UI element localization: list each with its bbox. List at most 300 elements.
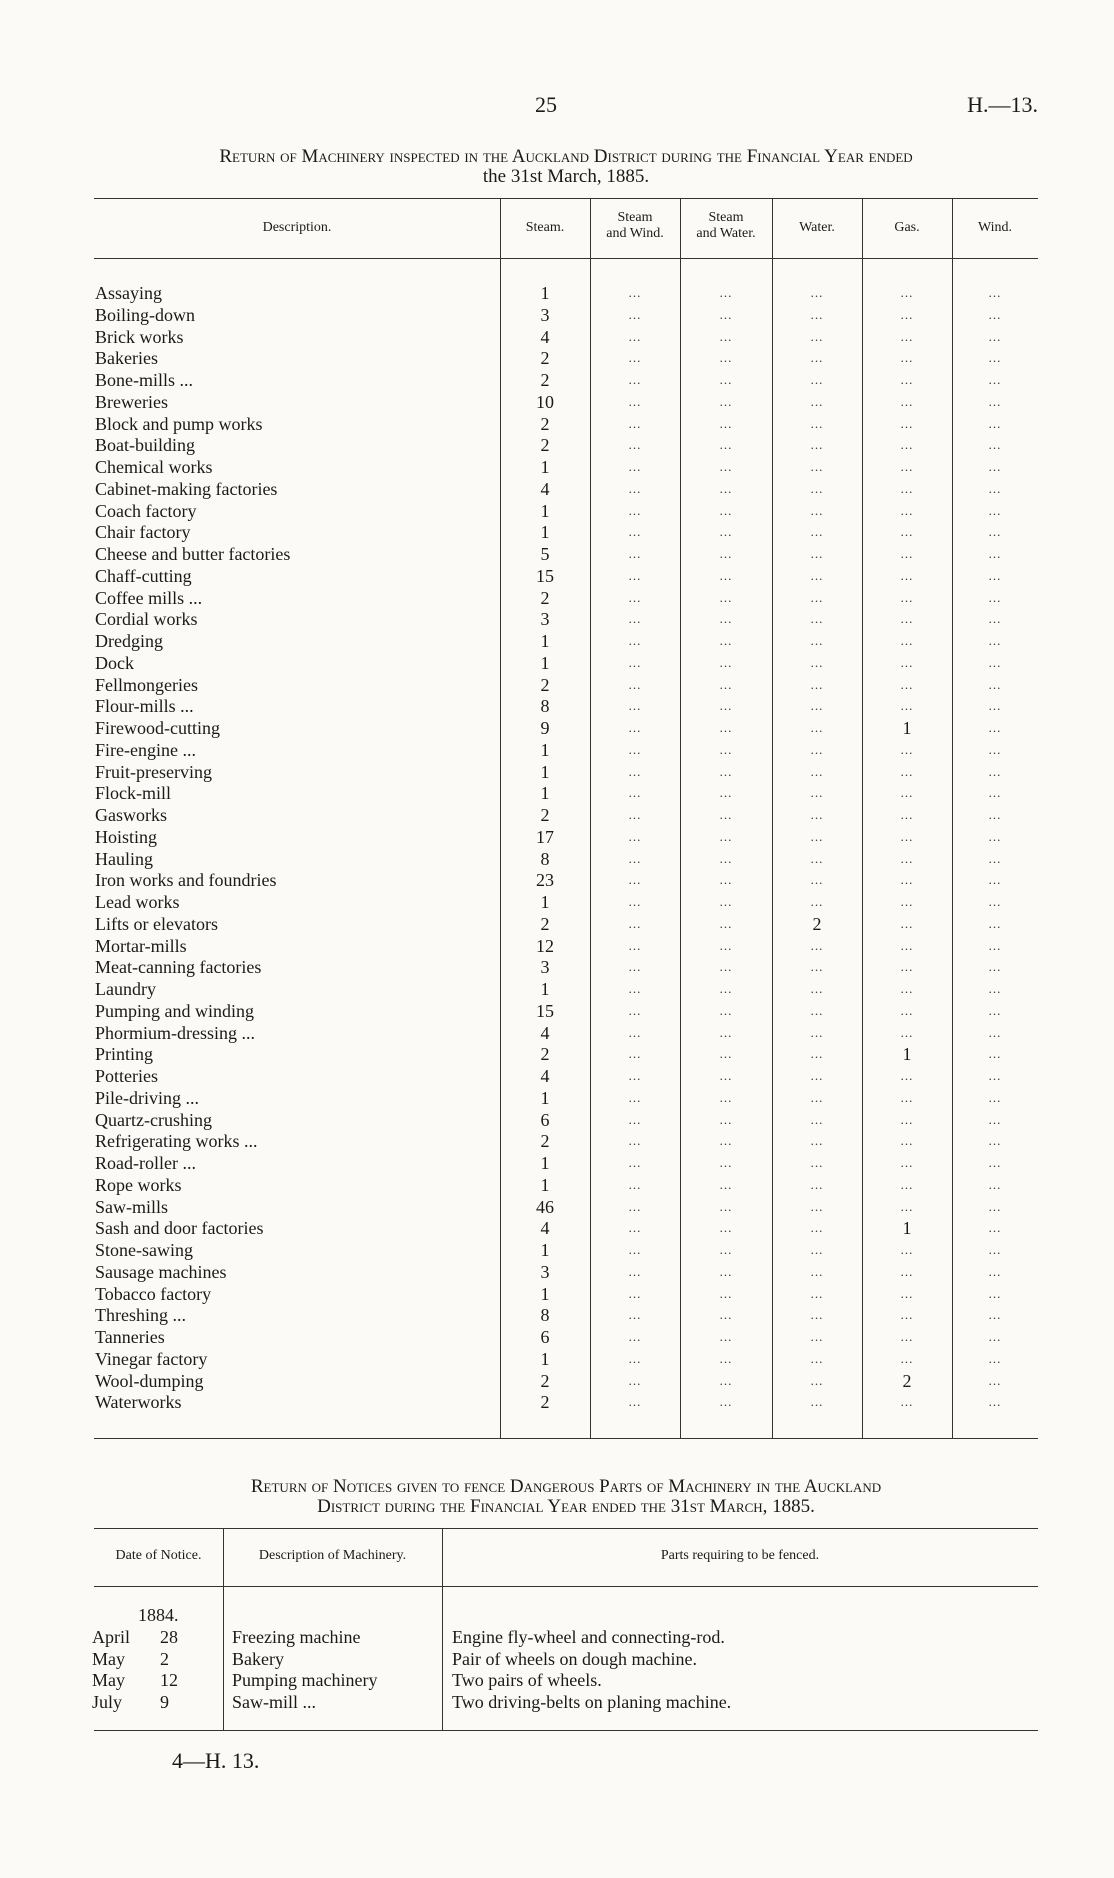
header-gas: Gas. [894, 220, 920, 235]
cell-water: ... [810, 1242, 824, 1257]
cell-gas: ... [900, 611, 914, 626]
table-row [0, 913, 1114, 935]
notice-machinery: Bakery [232, 1649, 284, 1669]
notice-day: 2 [160, 1649, 169, 1669]
cell-steam: 1 [540, 1240, 550, 1260]
cell-water: ... [810, 938, 824, 953]
cell-steam-and-water: ... [719, 1264, 733, 1279]
cell-steam: 3 [540, 305, 550, 325]
table-row [0, 1326, 1114, 1348]
table-row [0, 1283, 1114, 1305]
cell-wind: ... [988, 1155, 1002, 1170]
cell-steam-and-wind: ... [628, 416, 642, 431]
cell-description: Flour-mills ... [95, 696, 194, 716]
cell-water: ... [810, 720, 824, 735]
cell-gas: ... [900, 938, 914, 953]
cell-steam-and-water: ... [719, 959, 733, 974]
cell-gas: ... [900, 1242, 914, 1257]
table-row [0, 1174, 1114, 1196]
cell-description: Road-roller ... [95, 1153, 196, 1173]
header-steam-and-water [680, 210, 772, 242]
cell-steam: 1 [540, 1088, 550, 1108]
cell-steam-and-wind: ... [628, 894, 642, 909]
cell-gas: ... [900, 829, 914, 844]
cell-description: Tanneries [95, 1327, 165, 1347]
cell-steam: 1 [540, 501, 550, 521]
cell-steam: 1 [540, 653, 550, 673]
cell-steam-and-water: ... [719, 894, 733, 909]
header-wind: Wind. [977, 220, 1013, 235]
cell-wind: ... [988, 959, 1002, 974]
table1-header-rule [94, 258, 1038, 259]
cell-steam-and-water: ... [719, 524, 733, 539]
cell-steam: 1 [540, 283, 550, 303]
cell-steam-and-wind: ... [628, 1264, 642, 1279]
cell-gas: ... [900, 524, 914, 539]
cell-water: ... [810, 1286, 824, 1301]
cell-steam-and-water: ... [719, 1220, 733, 1235]
table-row [0, 1152, 1114, 1174]
cell-steam: 8 [540, 1305, 550, 1325]
cell-gas: ... [900, 633, 914, 648]
cell-steam-and-wind: ... [628, 1394, 642, 1409]
table-row [0, 391, 1114, 413]
cell-steam: 6 [540, 1110, 550, 1130]
page-number: 25 [535, 92, 557, 117]
cell-steam-and-wind: ... [628, 1242, 642, 1257]
cell-steam: 17 [536, 827, 554, 847]
cell-steam-and-wind: ... [628, 611, 642, 626]
cell-steam-and-water: ... [719, 698, 733, 713]
cell-description: Boat-building [95, 435, 195, 455]
table-row [0, 1196, 1114, 1218]
table-row [0, 1043, 1114, 1065]
cell-wind: ... [988, 524, 1002, 539]
cell-water: ... [810, 524, 824, 539]
cell-wind: ... [988, 655, 1002, 670]
header-steam-and-wind-line1: Steam [617, 210, 653, 225]
cell-description: Bakeries [95, 348, 158, 368]
cell-wind: ... [988, 1090, 1002, 1105]
cell-wind: ... [988, 1133, 1002, 1148]
cell-description: Printing [95, 1044, 154, 1064]
cell-steam-and-water: ... [719, 1394, 733, 1409]
cell-water: ... [810, 1003, 824, 1018]
cell-gas: ... [900, 1090, 914, 1105]
cell-wind: ... [988, 1220, 1002, 1235]
cell-wind: ... [988, 698, 1002, 713]
cell-description: Saw-mills [95, 1197, 169, 1217]
table-row [0, 1000, 1114, 1022]
cell-water: ... [810, 807, 824, 822]
cell-steam-and-water: ... [719, 1112, 733, 1127]
cell-water: ... [810, 1068, 824, 1083]
cell-description: Wool-dumping [95, 1371, 204, 1391]
header-steam-and-water-line2: and Water. [696, 226, 756, 241]
cell-steam-and-water: ... [719, 590, 733, 605]
cell-steam-and-water: ... [719, 372, 733, 387]
cell-steam-and-water: ... [719, 1199, 733, 1214]
cell-gas: ... [900, 546, 914, 561]
cell-steam-and-water: ... [719, 481, 733, 496]
cell-water: ... [810, 1220, 824, 1235]
cell-water: ... [810, 829, 824, 844]
cell-steam-and-wind: ... [628, 785, 642, 800]
cell-wind: ... [988, 285, 1002, 300]
cell-wind: ... [988, 307, 1002, 322]
cell-gas: ... [900, 1286, 914, 1301]
cell-steam: 2 [540, 675, 550, 695]
cell-water: ... [810, 437, 824, 452]
cell-steam: 1 [540, 979, 550, 999]
cell-gas: ... [900, 1025, 914, 1040]
cell-wind: ... [988, 1112, 1002, 1127]
cell-water: ... [810, 546, 824, 561]
cell-steam: 2 [540, 1044, 550, 1064]
cell-water: ... [810, 785, 824, 800]
cell-gas: ... [900, 1112, 914, 1127]
table-row [0, 956, 1114, 978]
cell-wind: ... [988, 416, 1002, 431]
table2-bottom-rule [94, 1730, 1038, 1731]
cell-steam-and-wind: ... [628, 698, 642, 713]
cell-wind: ... [988, 459, 1002, 474]
cell-water: ... [810, 698, 824, 713]
cell-steam: 3 [540, 1262, 550, 1282]
cell-water: ... [810, 350, 824, 365]
table-row [0, 1109, 1114, 1131]
notice-day: 12 [160, 1670, 178, 1690]
cell-gas: ... [900, 698, 914, 713]
cell-water: ... [810, 611, 824, 626]
table2-header-rule [94, 1586, 1038, 1587]
table-row [0, 500, 1114, 522]
return2-title-line2: District during the Financial Year ended the 31st March, 1885. [317, 1496, 815, 1517]
cell-water: ... [810, 1025, 824, 1040]
notice-machinery: Saw-mill ... [232, 1692, 316, 1712]
cell-description: Cheese and butter factories [95, 544, 291, 564]
cell-steam-and-wind: ... [628, 481, 642, 496]
table1-bottom-rule [94, 1438, 1038, 1439]
cell-steam-and-wind: ... [628, 1329, 642, 1344]
table-row [0, 413, 1114, 435]
table-row [0, 761, 1114, 783]
cell-water: ... [810, 851, 824, 866]
cell-steam-and-water: ... [719, 1025, 733, 1040]
table-row [0, 369, 1114, 391]
cell-steam: 4 [540, 327, 550, 347]
cell-steam: 46 [536, 1197, 554, 1217]
cell-water: ... [810, 459, 824, 474]
cell-steam-and-water: ... [719, 394, 733, 409]
notice-parts: Pair of wheels on dough machine. [452, 1649, 697, 1669]
cell-water: ... [810, 894, 824, 909]
table-row [0, 1087, 1114, 1109]
table2-top-rule [94, 1528, 1038, 1529]
cell-steam-and-water: ... [719, 1155, 733, 1170]
cell-gas: 1 [902, 718, 912, 738]
cell-water: ... [810, 568, 824, 583]
table-row [0, 717, 1114, 739]
cell-steam-and-wind: ... [628, 372, 642, 387]
notice-machinery: Freezing machine [232, 1627, 361, 1647]
cell-steam-and-wind: ... [628, 590, 642, 605]
cell-steam-and-water: ... [719, 1242, 733, 1257]
cell-steam-and-water: ... [719, 1003, 733, 1018]
cell-steam-and-water: ... [719, 916, 733, 931]
cell-steam-and-water: ... [719, 459, 733, 474]
cell-wind: ... [988, 329, 1002, 344]
cell-gas: ... [900, 503, 914, 518]
cell-gas: ... [900, 329, 914, 344]
cell-water: ... [810, 959, 824, 974]
cell-steam-and-water: ... [719, 307, 733, 322]
cell-water: ... [810, 872, 824, 887]
cell-steam: 1 [540, 1349, 550, 1369]
cell-description: Chaff-cutting [95, 566, 192, 586]
cell-steam: 1 [540, 631, 550, 651]
cell-steam-and-wind: ... [628, 394, 642, 409]
notice-month: May [92, 1670, 125, 1690]
cell-gas: ... [900, 677, 914, 692]
cell-steam: 2 [540, 414, 550, 434]
cell-steam-and-wind: ... [628, 677, 642, 692]
cell-wind: ... [988, 894, 1002, 909]
cell-description: Lifts or elevators [95, 914, 218, 934]
cell-gas: 1 [902, 1218, 912, 1238]
cell-description: Chemical works [95, 457, 213, 477]
cell-water: ... [810, 1112, 824, 1127]
cell-steam-and-water: ... [719, 1177, 733, 1192]
cell-water: ... [810, 372, 824, 387]
table1-top-rule [94, 198, 1038, 199]
cell-water: ... [810, 655, 824, 670]
cell-description: Waterworks [95, 1392, 182, 1412]
cell-description: Potteries [95, 1066, 158, 1086]
cell-wind: ... [988, 742, 1002, 757]
cell-gas: ... [900, 459, 914, 474]
cell-description: Hoisting [95, 827, 158, 847]
cell-gas: 1 [902, 1044, 912, 1064]
cell-description: Vinegar factory [95, 1349, 208, 1369]
document-code: H.—13. [967, 92, 1038, 117]
table-row [0, 282, 1114, 304]
cell-gas: ... [900, 481, 914, 496]
header-steam-and-wind [590, 210, 680, 242]
cell-steam: 2 [540, 435, 550, 455]
cell-description: Stone-sawing [95, 1240, 193, 1260]
cell-water: ... [810, 1351, 824, 1366]
table-row [0, 1217, 1114, 1239]
cell-steam-and-wind: ... [628, 1177, 642, 1192]
cell-description: Rope works [95, 1175, 182, 1195]
cell-steam-and-wind: ... [628, 1046, 642, 1061]
cell-gas: ... [900, 1199, 914, 1214]
table-row [0, 456, 1114, 478]
cell-steam-and-wind: ... [628, 1199, 642, 1214]
cell-water: ... [810, 1090, 824, 1105]
cell-description: Bone-mills ... [95, 370, 193, 390]
cell-description: Fire-engine ... [95, 740, 196, 760]
cell-gas: ... [900, 1307, 914, 1322]
cell-description: Cordial works [95, 609, 198, 629]
table-row [0, 739, 1114, 761]
cell-description: Assaying [95, 283, 162, 303]
cell-steam-and-wind: ... [628, 807, 642, 822]
header-description: Description. [262, 220, 332, 235]
header-date-of-notice: Date of Notice. [115, 1548, 202, 1563]
cell-steam: 1 [540, 1284, 550, 1304]
table-row [0, 674, 1114, 696]
cell-steam-and-wind: ... [628, 959, 642, 974]
cell-steam-and-water: ... [719, 872, 733, 887]
table-row [0, 1130, 1114, 1152]
cell-wind: ... [988, 1264, 1002, 1279]
cell-steam-and-wind: ... [628, 524, 642, 539]
cell-description: Fellmongeries [95, 675, 198, 695]
cell-description: Dredging [95, 631, 163, 651]
cell-steam: 4 [540, 1023, 550, 1043]
cell-wind: ... [988, 372, 1002, 387]
cell-steam: 1 [540, 783, 550, 803]
cell-steam-and-water: ... [719, 1307, 733, 1322]
cell-water: ... [810, 764, 824, 779]
cell-description: Tobacco factory [95, 1284, 212, 1304]
cell-wind: ... [988, 1177, 1002, 1192]
cell-gas: ... [900, 568, 914, 583]
cell-steam-and-water: ... [719, 1373, 733, 1388]
cell-gas: ... [900, 394, 914, 409]
cell-steam-and-water: ... [719, 1286, 733, 1301]
cell-description: Meat-canning factories [95, 957, 262, 977]
notice-parts: Engine fly-wheel and connecting-rod. [452, 1627, 725, 1647]
cell-gas: ... [900, 416, 914, 431]
cell-water: ... [810, 742, 824, 757]
table-row [0, 326, 1114, 348]
cell-description: Laundry [95, 979, 156, 999]
notice-parts: Two pairs of wheels. [452, 1670, 602, 1690]
cell-steam: 1 [540, 522, 550, 542]
cell-wind: ... [988, 851, 1002, 866]
cell-steam-and-wind: ... [628, 1133, 642, 1148]
notice-year: 1884. [138, 1605, 179, 1625]
table-row [0, 695, 1114, 717]
cell-description: Cabinet-making factories [95, 479, 278, 499]
cell-steam-and-wind: ... [628, 1155, 642, 1170]
cell-steam-and-water: ... [719, 981, 733, 996]
cell-gas: ... [900, 1351, 914, 1366]
cell-wind: ... [988, 590, 1002, 605]
cell-water: ... [810, 590, 824, 605]
notice-day: 28 [160, 1627, 178, 1647]
cell-steam-and-wind: ... [628, 633, 642, 648]
cell-water: ... [810, 1133, 824, 1148]
cell-steam: 2 [540, 805, 550, 825]
cell-steam-and-water: ... [719, 764, 733, 779]
cell-steam: 6 [540, 1327, 550, 1347]
return1-title-line1: Return of Machinery inspected in the Auckland District during the Financial Year ended [219, 146, 913, 167]
cell-water: ... [810, 981, 824, 996]
cell-gas: ... [900, 807, 914, 822]
cell-description: Gasworks [95, 805, 167, 825]
cell-steam: 2 [540, 348, 550, 368]
cell-water: ... [810, 1307, 824, 1322]
cell-wind: ... [988, 633, 1002, 648]
table-row [0, 826, 1114, 848]
footer-signature: 4—H. 13. [172, 1748, 260, 1773]
cell-wind: ... [988, 938, 1002, 953]
cell-wind: ... [988, 916, 1002, 931]
cell-wind: ... [988, 546, 1002, 561]
cell-water: 2 [812, 914, 822, 934]
cell-description: Lead works [95, 892, 180, 912]
cell-gas: ... [900, 785, 914, 800]
header-water: Water. [799, 220, 835, 235]
table-row [0, 652, 1114, 674]
cell-steam: 5 [540, 544, 550, 564]
cell-description: Threshing ... [95, 1305, 186, 1325]
cell-gas: ... [900, 894, 914, 909]
table-row [0, 1239, 1114, 1261]
cell-gas: ... [900, 981, 914, 996]
cell-gas: ... [900, 307, 914, 322]
cell-steam-and-wind: ... [628, 1351, 642, 1366]
cell-description: Phormium-dressing ... [95, 1023, 255, 1043]
notice-day: 9 [160, 1692, 169, 1712]
cell-steam: 1 [540, 892, 550, 912]
table-row [0, 1391, 1114, 1413]
cell-water: ... [810, 416, 824, 431]
cell-description: Breweries [95, 392, 168, 412]
cell-steam-and-water: ... [719, 807, 733, 822]
cell-water: ... [810, 329, 824, 344]
cell-water: ... [810, 1046, 824, 1061]
cell-gas: ... [900, 350, 914, 365]
table-row [0, 565, 1114, 587]
cell-gas: ... [900, 590, 914, 605]
cell-steam: 2 [540, 370, 550, 390]
cell-gas: ... [900, 764, 914, 779]
cell-gas: ... [900, 285, 914, 300]
cell-steam-and-water: ... [719, 285, 733, 300]
cell-steam: 15 [536, 566, 554, 586]
table-row [0, 782, 1114, 804]
table-row [0, 1065, 1114, 1087]
cell-steam-and-wind: ... [628, 568, 642, 583]
cell-water: ... [810, 1155, 824, 1170]
cell-steam-and-wind: ... [628, 1025, 642, 1040]
cell-description: Coffee mills ... [95, 588, 203, 608]
table-row [0, 1261, 1114, 1283]
cell-steam: 1 [540, 1175, 550, 1195]
cell-wind: ... [988, 1199, 1002, 1214]
cell-steam: 1 [540, 457, 550, 477]
cell-steam-and-water: ... [719, 1133, 733, 1148]
cell-gas: ... [900, 1155, 914, 1170]
cell-description: Sausage machines [95, 1262, 227, 1282]
table-row [0, 1348, 1114, 1370]
cell-steam-and-wind: ... [628, 720, 642, 735]
cell-steam: 4 [540, 479, 550, 499]
cell-steam-and-water: ... [719, 1351, 733, 1366]
cell-water: ... [810, 1264, 824, 1279]
cell-description: Pile-driving ... [95, 1088, 199, 1108]
cell-water: ... [810, 677, 824, 692]
cell-steam: 2 [540, 1131, 550, 1151]
cell-steam-and-water: ... [719, 1068, 733, 1083]
cell-description: Quartz-crushing [95, 1110, 212, 1130]
table-row [0, 304, 1114, 326]
